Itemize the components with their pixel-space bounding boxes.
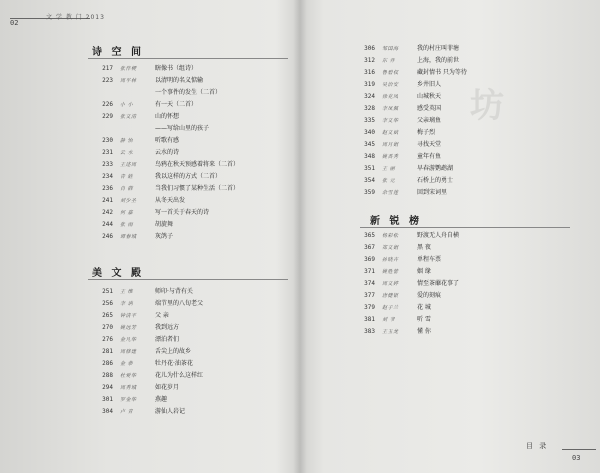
toc-entry-title: 父 亲 xyxy=(155,312,169,319)
toc-entry-title: 胡旋舞 xyxy=(155,221,174,228)
toc-entry-title: 写一首关于春天的诗 xyxy=(155,209,210,216)
toc-entry-title: 野渡无人舟自横 xyxy=(417,232,460,239)
toc-author-name: 刘 爷 xyxy=(382,317,396,323)
toc-entry-title: 童年有鱼 xyxy=(417,153,442,160)
toc-author-name: 周平林 xyxy=(120,78,137,84)
toc-entry-title: 懂 你 xyxy=(417,328,431,335)
toc-entry-title: 漂泊者们 xyxy=(155,336,180,343)
toc-entry xyxy=(93,358,293,370)
toc-entry xyxy=(355,254,575,266)
toc-page-number: 281 xyxy=(102,348,113,355)
toc-author-name: 赵文斌 xyxy=(382,130,399,136)
toc-entry xyxy=(93,322,293,334)
toc-page-number: 312 xyxy=(364,57,375,64)
toc-entry-title: 我以这样的方式（二首） xyxy=(155,173,222,180)
toc-entry xyxy=(93,147,293,159)
toc-list-prose-continued xyxy=(355,43,575,199)
toc-entry-title: 当我们习惯了某种生活（二首） xyxy=(155,185,240,192)
toc-entry xyxy=(355,55,575,67)
toc-entry-title: 姻 缘 xyxy=(417,268,431,275)
toc-entry-title: 藏封情书 只为等待 xyxy=(417,69,467,76)
toc-page-number: 288 xyxy=(102,372,113,379)
toc-entry xyxy=(93,310,293,322)
toc-page-number: 319 xyxy=(364,81,375,88)
toc-author-name: 姚胜蕾 xyxy=(382,269,399,275)
toc-list-prose xyxy=(93,286,293,418)
toc-author-name: 张作梗 xyxy=(120,66,137,72)
toc-page-number: 223 xyxy=(102,77,113,84)
toc-entry-title: 花儿为什么这样红 xyxy=(155,372,204,379)
toc-entry-title: 一个事件的发生（二首） xyxy=(155,89,222,96)
section-heading-prose: 美 文 殿 xyxy=(92,268,144,279)
footer-rule xyxy=(562,449,596,450)
toc-author-name: 刘少圣 xyxy=(120,198,137,204)
toc-page-number: 251 xyxy=(102,288,113,295)
toc-author-name: 谭春城 xyxy=(120,234,137,240)
toc-page-number: 379 xyxy=(364,304,375,311)
toc-entry xyxy=(93,207,293,219)
toc-author-name: 姚远芳 xyxy=(120,325,137,331)
toc-entry xyxy=(355,278,575,290)
toc-author-name: 金凡华 xyxy=(120,337,137,343)
toc-entry-title: 牡丹花·油茶花 xyxy=(155,360,193,367)
toc-entry xyxy=(355,230,575,242)
toc-author-name: 卢 青 xyxy=(120,409,134,415)
toc-page-number: 381 xyxy=(364,316,375,323)
toc-entry xyxy=(93,394,293,406)
toc-author-name: 王 丽 xyxy=(382,166,396,172)
toc-page-number: 354 xyxy=(364,177,375,184)
toc-page-number: 286 xyxy=(102,360,113,367)
toc-entry-title: 以清明的名义惦输 xyxy=(155,77,204,84)
toc-entry xyxy=(93,346,293,358)
toc-page-number: 335 xyxy=(364,117,375,124)
section-heading-poetry: 诗 空 间 xyxy=(92,47,144,58)
toc-entry-title: 从冬天出发 xyxy=(155,197,186,204)
toc-page-number: 369 xyxy=(364,256,375,263)
toc-entry-title: 山的怀想 xyxy=(155,113,180,120)
toc-entry-title: 回到宋词里 xyxy=(417,189,448,196)
toc-page-number: 234 xyxy=(102,173,113,180)
toc-page-number: 265 xyxy=(102,312,113,319)
toc-entry xyxy=(355,187,575,199)
toc-page-number: 256 xyxy=(102,300,113,307)
section-rule-poetry xyxy=(88,58,288,59)
toc-entry-title: 石桥上的勇士 xyxy=(417,177,454,184)
toc-page-number: 383 xyxy=(364,328,375,335)
toc-entry-title: 鸟鸦在秋天预感着将来（二首） xyxy=(155,161,240,168)
toc-author-name: 唐健银 xyxy=(382,293,399,299)
toc-author-name: 李凤佩 xyxy=(382,106,399,112)
toc-page-number: 306 xyxy=(364,45,375,52)
toc-author-name: 金 恭 xyxy=(120,361,134,367)
toc-author-name: 小 小 xyxy=(120,102,134,108)
toc-entry-title: 黑 夜 xyxy=(417,244,431,251)
toc-author-name: 罗金华 xyxy=(120,397,137,403)
toc-page-number: 367 xyxy=(364,244,375,251)
toc-page-number: 246 xyxy=(102,233,113,240)
watermark-glyph: 坊 xyxy=(470,86,506,126)
toc-entry-title: 听 雪 xyxy=(417,316,431,323)
toc-author-name: 静 怡 xyxy=(120,138,134,144)
toc-entry xyxy=(355,314,575,326)
toc-entry xyxy=(93,183,293,195)
toc-page-number: 359 xyxy=(364,189,375,196)
toc-page-number: 340 xyxy=(364,129,375,136)
toc-entry xyxy=(93,406,293,418)
toc-entry xyxy=(93,63,293,75)
toc-page-number: 233 xyxy=(102,161,113,168)
toc-page-number: 365 xyxy=(364,232,375,239)
section-rule-new-talent xyxy=(360,227,570,228)
toc-page-number: 316 xyxy=(364,69,375,76)
toc-author-name: 周文婷 xyxy=(382,281,399,287)
section-heading-new-talent: 新 锐 榜 xyxy=(370,216,422,227)
toc-entry xyxy=(355,103,575,115)
toc-entry xyxy=(355,266,575,278)
toc-page-number: 236 xyxy=(102,185,113,192)
toc-page-number: 241 xyxy=(102,197,113,204)
toc-entry-title: 游仙人岩记 xyxy=(155,408,186,415)
toc-author-name: 李 讷 xyxy=(120,301,134,307)
toc-author-name: 郑文娟 xyxy=(382,245,399,251)
toc-list-new-talent xyxy=(355,230,575,338)
page-number-right: 03 xyxy=(572,454,581,462)
toc-author-name: 东 开 xyxy=(382,58,396,64)
toc-entry xyxy=(355,290,575,302)
toc-entry xyxy=(93,87,293,99)
toc-entry xyxy=(93,334,293,346)
toc-page-number: 242 xyxy=(102,209,113,216)
toc-author-name: 钟清平 xyxy=(120,313,137,319)
toc-entry-title: 舌尖上的故乡 xyxy=(155,348,192,355)
toc-page-number: 328 xyxy=(364,105,375,112)
toc-entry xyxy=(93,382,293,394)
toc-page-number: 348 xyxy=(364,153,375,160)
toc-page-number: 301 xyxy=(102,396,113,403)
toc-author-name: 周月娟 xyxy=(382,142,399,148)
toc-entry-title: 花 城 xyxy=(417,304,431,311)
right-page xyxy=(300,0,600,473)
toc-entry-title: 端节里的八旬老父 xyxy=(155,300,204,307)
toc-entry-title: ——写给山里的孩子 xyxy=(155,125,210,132)
toc-entry xyxy=(93,286,293,298)
toc-author-name: 姚香秀 xyxy=(382,154,399,160)
toc-page-number: 229 xyxy=(102,113,113,120)
toc-entry-title: 感受英国 xyxy=(417,105,442,112)
toc-author-name: 张文清 xyxy=(120,114,137,120)
toc-author-name: 邹国海 xyxy=(382,46,399,52)
toc-author-name: 杜爱华 xyxy=(120,373,137,379)
toc-page-number: 217 xyxy=(102,65,113,72)
toc-entry-title: 师印·与背有关 xyxy=(155,288,193,295)
toc-author-name: 王述周 xyxy=(120,162,137,168)
toc-entry-title: 山城秋天 xyxy=(417,93,442,100)
toc-page-number: 294 xyxy=(102,384,113,391)
toc-entry xyxy=(355,115,575,127)
toc-entry-title: 早春游鹦鹉湖 xyxy=(417,165,454,172)
toc-author-name: 王玉龙 xyxy=(382,329,399,335)
toc-author-name: 王 维 xyxy=(120,289,134,295)
toc-entry xyxy=(93,298,293,310)
toc-page-number: 244 xyxy=(102,221,113,228)
toc-entry xyxy=(355,43,575,55)
page-number-left: 02 xyxy=(10,19,19,27)
toc-author-name: 张 元 xyxy=(382,178,396,184)
toc-page-number: 276 xyxy=(102,336,113,343)
toc-author-name: 徐克凤 xyxy=(382,94,399,100)
left-page xyxy=(0,0,296,473)
toc-entry-title: 乡井旧人 xyxy=(417,81,442,88)
toc-author-name: 李文华 xyxy=(382,118,399,124)
toc-entry-title: 情至茶蘼花事了 xyxy=(417,280,460,287)
toc-entry-title: 瞎像书（组诗） xyxy=(155,65,198,72)
toc-page-number: 374 xyxy=(364,280,375,287)
toc-page-number: 304 xyxy=(102,408,113,415)
toc-entry-title: 梅子烈 xyxy=(417,129,436,136)
toc-entry xyxy=(355,163,575,175)
toc-author-name: 杨彩松 xyxy=(382,233,399,239)
toc-entry-title: 云水的诗 xyxy=(155,149,180,156)
toc-entry xyxy=(355,151,575,163)
toc-entry xyxy=(355,91,575,103)
toc-entry xyxy=(93,135,293,147)
toc-entry-title: 上海，我的前世 xyxy=(417,57,460,64)
toc-author-name: 周秀城 xyxy=(120,385,137,391)
header-title: 文 学 教 门 2013 xyxy=(46,14,105,21)
toc-author-name: 孙晓卉 xyxy=(382,257,399,263)
toc-entry xyxy=(93,111,293,123)
toc-author-name: 云 水 xyxy=(120,150,134,156)
toc-entry-title: 寻找天堂 xyxy=(417,141,442,148)
toc-page-number: 226 xyxy=(102,101,113,108)
toc-entry-title: 灰鸽子 xyxy=(155,233,174,240)
toc-author-name: 周修建 xyxy=(120,349,137,355)
toc-entry-title: 如花岁月 xyxy=(155,384,180,391)
toc-entry-title: 单程车票 xyxy=(417,256,442,263)
toc-page-number: 351 xyxy=(364,165,375,172)
toc-entry xyxy=(93,159,293,171)
toc-entry xyxy=(355,139,575,151)
toc-author-name: 肖 薛 xyxy=(120,186,134,192)
toc-entry xyxy=(93,99,293,111)
running-header xyxy=(10,10,150,34)
toc-entry xyxy=(355,67,575,79)
toc-entry xyxy=(355,302,575,314)
toc-author-name: 赵子兰 xyxy=(382,305,399,311)
toc-author-name: 鲁碧权 xyxy=(382,70,399,76)
toc-page-number: 371 xyxy=(364,268,375,275)
toc-author-name: 张 雨 xyxy=(120,222,134,228)
toc-entry xyxy=(93,231,293,243)
toc-entry xyxy=(355,127,575,139)
toc-entry xyxy=(93,195,293,207)
toc-entry-title: 我到远方 xyxy=(155,324,180,331)
toc-entry-title: 我的村庄叫菲塘 xyxy=(417,45,460,52)
toc-entry-title: 有一天（二首） xyxy=(155,101,198,108)
toc-author-name: 何 嘉 xyxy=(120,210,134,216)
toc-list-poetry xyxy=(93,63,293,243)
toc-entry-title: 燕趣 xyxy=(155,396,168,403)
footer-title: 目 录 xyxy=(526,442,549,450)
toc-entry xyxy=(93,123,293,135)
toc-entry-title: 爱的刻痕 xyxy=(417,292,442,299)
toc-page-number: 324 xyxy=(364,93,375,100)
toc-entry xyxy=(355,79,575,91)
toc-entry xyxy=(355,242,575,254)
toc-author-name: 吴治安 xyxy=(382,82,399,88)
toc-entry xyxy=(93,75,293,87)
toc-author-name: 青 蛙 xyxy=(120,174,134,180)
toc-entry xyxy=(355,326,575,338)
toc-author-name: 余雪莲 xyxy=(382,190,399,196)
section-rule-prose xyxy=(88,279,288,280)
toc-page-number: 377 xyxy=(364,292,375,299)
toc-entry-title: 听歌有感 xyxy=(155,137,180,144)
toc-entry xyxy=(355,175,575,187)
toc-entry xyxy=(93,171,293,183)
toc-page-number: 230 xyxy=(102,137,113,144)
toc-entry xyxy=(93,219,293,231)
toc-entry xyxy=(93,370,293,382)
toc-page-number: 231 xyxy=(102,149,113,156)
toc-page-number: 345 xyxy=(364,141,375,148)
toc-page-number: 270 xyxy=(102,324,113,331)
toc-entry-title: 父亲璃鱼 xyxy=(417,117,442,124)
